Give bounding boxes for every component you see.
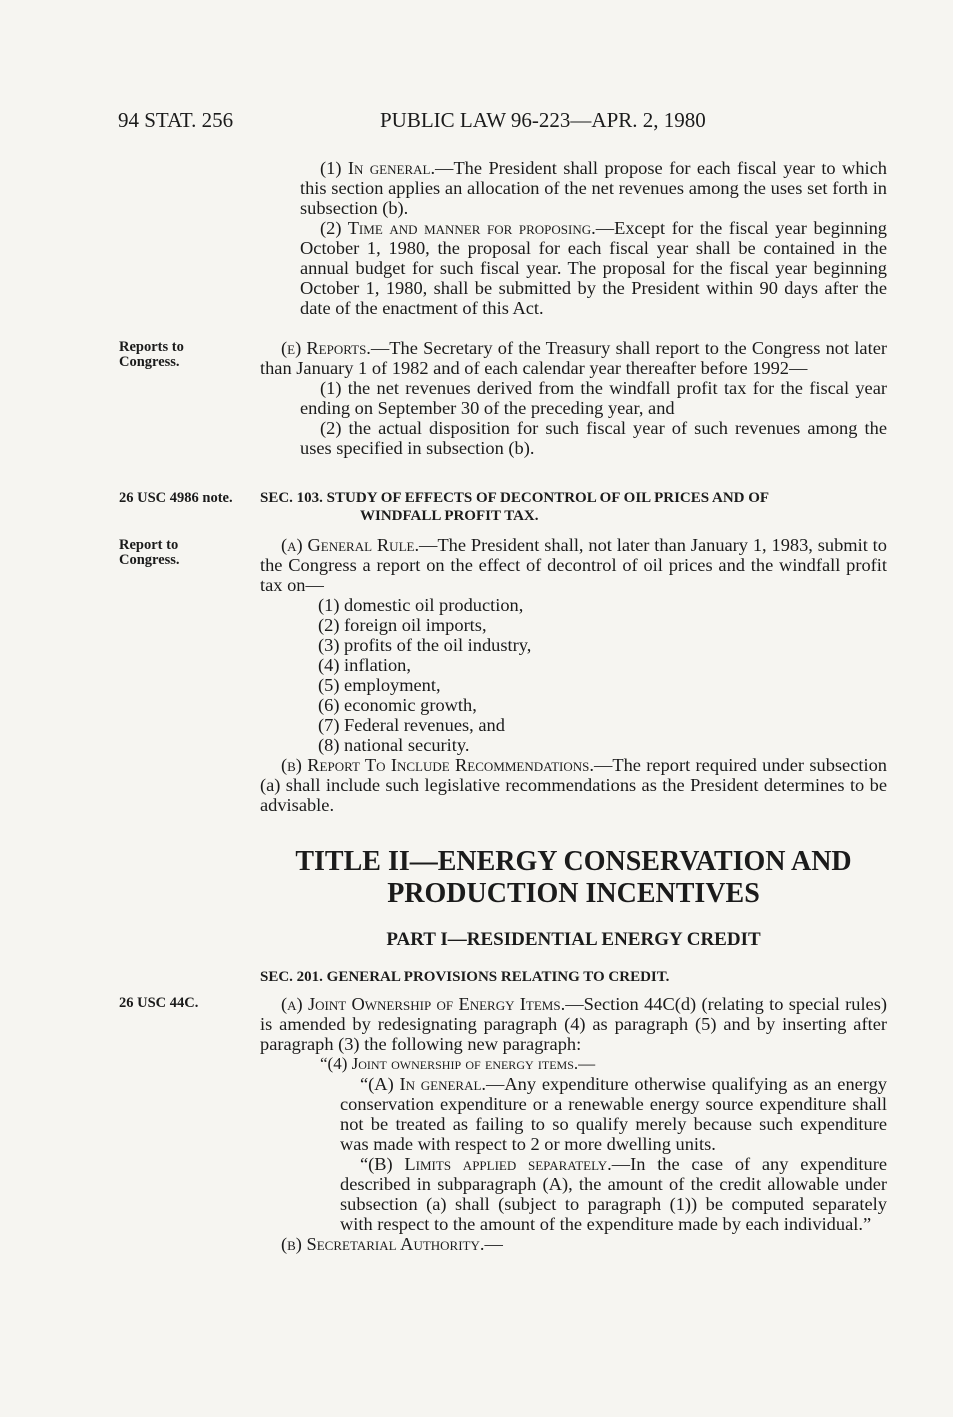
secretarial-authority-heading: (b) Secretarial Authority. (281, 1234, 485, 1254)
secretarial-authority-dash: — (484, 1234, 503, 1254)
joint-ownership-text: —Section 44C(d) (relating to special rules) is amended by redesignating paragraph (4) as paragraph (5) and by inserting after paragraph (3) the following new paragraph: (260, 994, 887, 1054)
sec-103-heading (260, 489, 887, 525)
sec-103-heading-line2: WINDFALL PROFIT TAX. (360, 508, 539, 524)
part-i-heading-wrap (260, 930, 887, 950)
sec-201-heading: SEC. 201. GENERAL PROVISIONS RELATING TO CREDIT. (260, 969, 670, 985)
margin-note-usc-4986: 26 USC 4986 note. (119, 490, 233, 506)
title-ii (260, 846, 887, 910)
effects-list (260, 595, 887, 755)
para-1-heading: (1) In general. (320, 158, 436, 178)
part-i-heading: PART I—RESIDENTIAL ENERGY CREDIT (386, 929, 761, 950)
section-102e (260, 338, 887, 458)
sec-103-heading-line1: SEC. 103. STUDY OF EFFECTS OF DECONTROL OF OIL PRICES AND OF (260, 490, 770, 506)
margin-note-reports: Reports to Congress. (119, 339, 184, 370)
subpara-b-text: —In the case of any expenditure described in subparagraph (A), the amount of the credit allowable under subsection (a) shall (subject to paragraph (1)) be computed separately with respect to the amount of the expenditure made by each individual.” (340, 1154, 887, 1234)
effects-list-item: (8) national security. (318, 735, 470, 755)
effects-list-item: (2) foreign oil imports, (318, 615, 487, 635)
subpara-a-text: —Any expenditure otherwise qualifying as an energy conservation expenditure or a renewable energy source expenditure shall not be treated as failing to so qualify merely because such expenditure was made with respect to 2 or more dwelling units. (340, 1074, 887, 1154)
effects-list-item: (4) inflation, (318, 655, 411, 675)
reports-heading: (e) Reports. (281, 338, 371, 358)
joint-ownership-heading: (a) Joint Ownership of Energy Items. (281, 994, 566, 1014)
section-102d (260, 158, 887, 318)
subpara-a-heading: “(A) In general. (360, 1074, 487, 1094)
recommendations-heading: (b) Report To Include Recommendations. (281, 755, 594, 775)
stat-page-ref: 94 STAT. 256 (118, 108, 234, 132)
para-1-text: —The President shall propose for each fiscal year to which this section applies an allocation of the net revenues among the uses set forth in subsection (b). (300, 158, 887, 218)
quoted-para-4-heading: “(4) Joint ownership of energy items.— (320, 1054, 596, 1073)
title-ii-line1: TITLE II—ENERGY CONSERVATION AND (295, 846, 852, 877)
law-title: PUBLIC LAW 96-223—APR. 2, 1980 (380, 108, 706, 132)
effects-list-item: (1) domestic oil production, (318, 595, 524, 615)
title-ii-line2: PRODUCTION INCENTIVES (387, 878, 760, 909)
reports-item-2: (2) the actual disposition for such fiscal year of such revenues among the uses specified in subsection (b). (300, 418, 887, 458)
para-2-text: —Except for the fiscal year beginning October 1, 1980, the proposal for each fiscal year shall be contained in the annual budget for such fiscal year. The proposal for the fiscal year beginning October 1, 1980, shall be submitted by the President within 90 days after the date of the enactment of this Act. (300, 218, 888, 318)
general-rule-text: —The President shall, not later than January 1, 1983, submit to the Congress a report on the effect of decontrol of oil prices and the windfall profit tax on— (260, 535, 887, 595)
recommendations-text: —The report required under subsection (a) shall include such legislative recommendations as the President determines to be advisable. (260, 755, 887, 815)
margin-note-usc-44c: 26 USC 44C. (119, 995, 199, 1011)
reports-text: —The Secretary of the Treasury shall report to the Congress not later than January 1 of 1982 and of each calendar year thereafter before 1992— (260, 338, 887, 378)
reports-item-1: (1) the net revenues derived from the windfall profit tax for the fiscal year ending on September 30 of the preceding year, and (300, 378, 887, 418)
effects-list-item: (6) economic growth, (318, 695, 477, 715)
section-201 (260, 968, 887, 1254)
effects-list-item: (3) profits of the oil industry, (318, 635, 532, 655)
subpara-b-heading: “(B) Limits applied separately. (360, 1154, 612, 1174)
general-rule-heading: (a) General Rule. (281, 535, 420, 555)
effects-list-item: (7) Federal revenues, and (318, 715, 505, 735)
margin-note-report: Report to Congress. (119, 537, 180, 568)
effects-list-item: (5) employment, (318, 675, 441, 695)
para-2-heading: (2) Time and manner for proposing. (320, 218, 596, 238)
section-103 (260, 489, 887, 815)
